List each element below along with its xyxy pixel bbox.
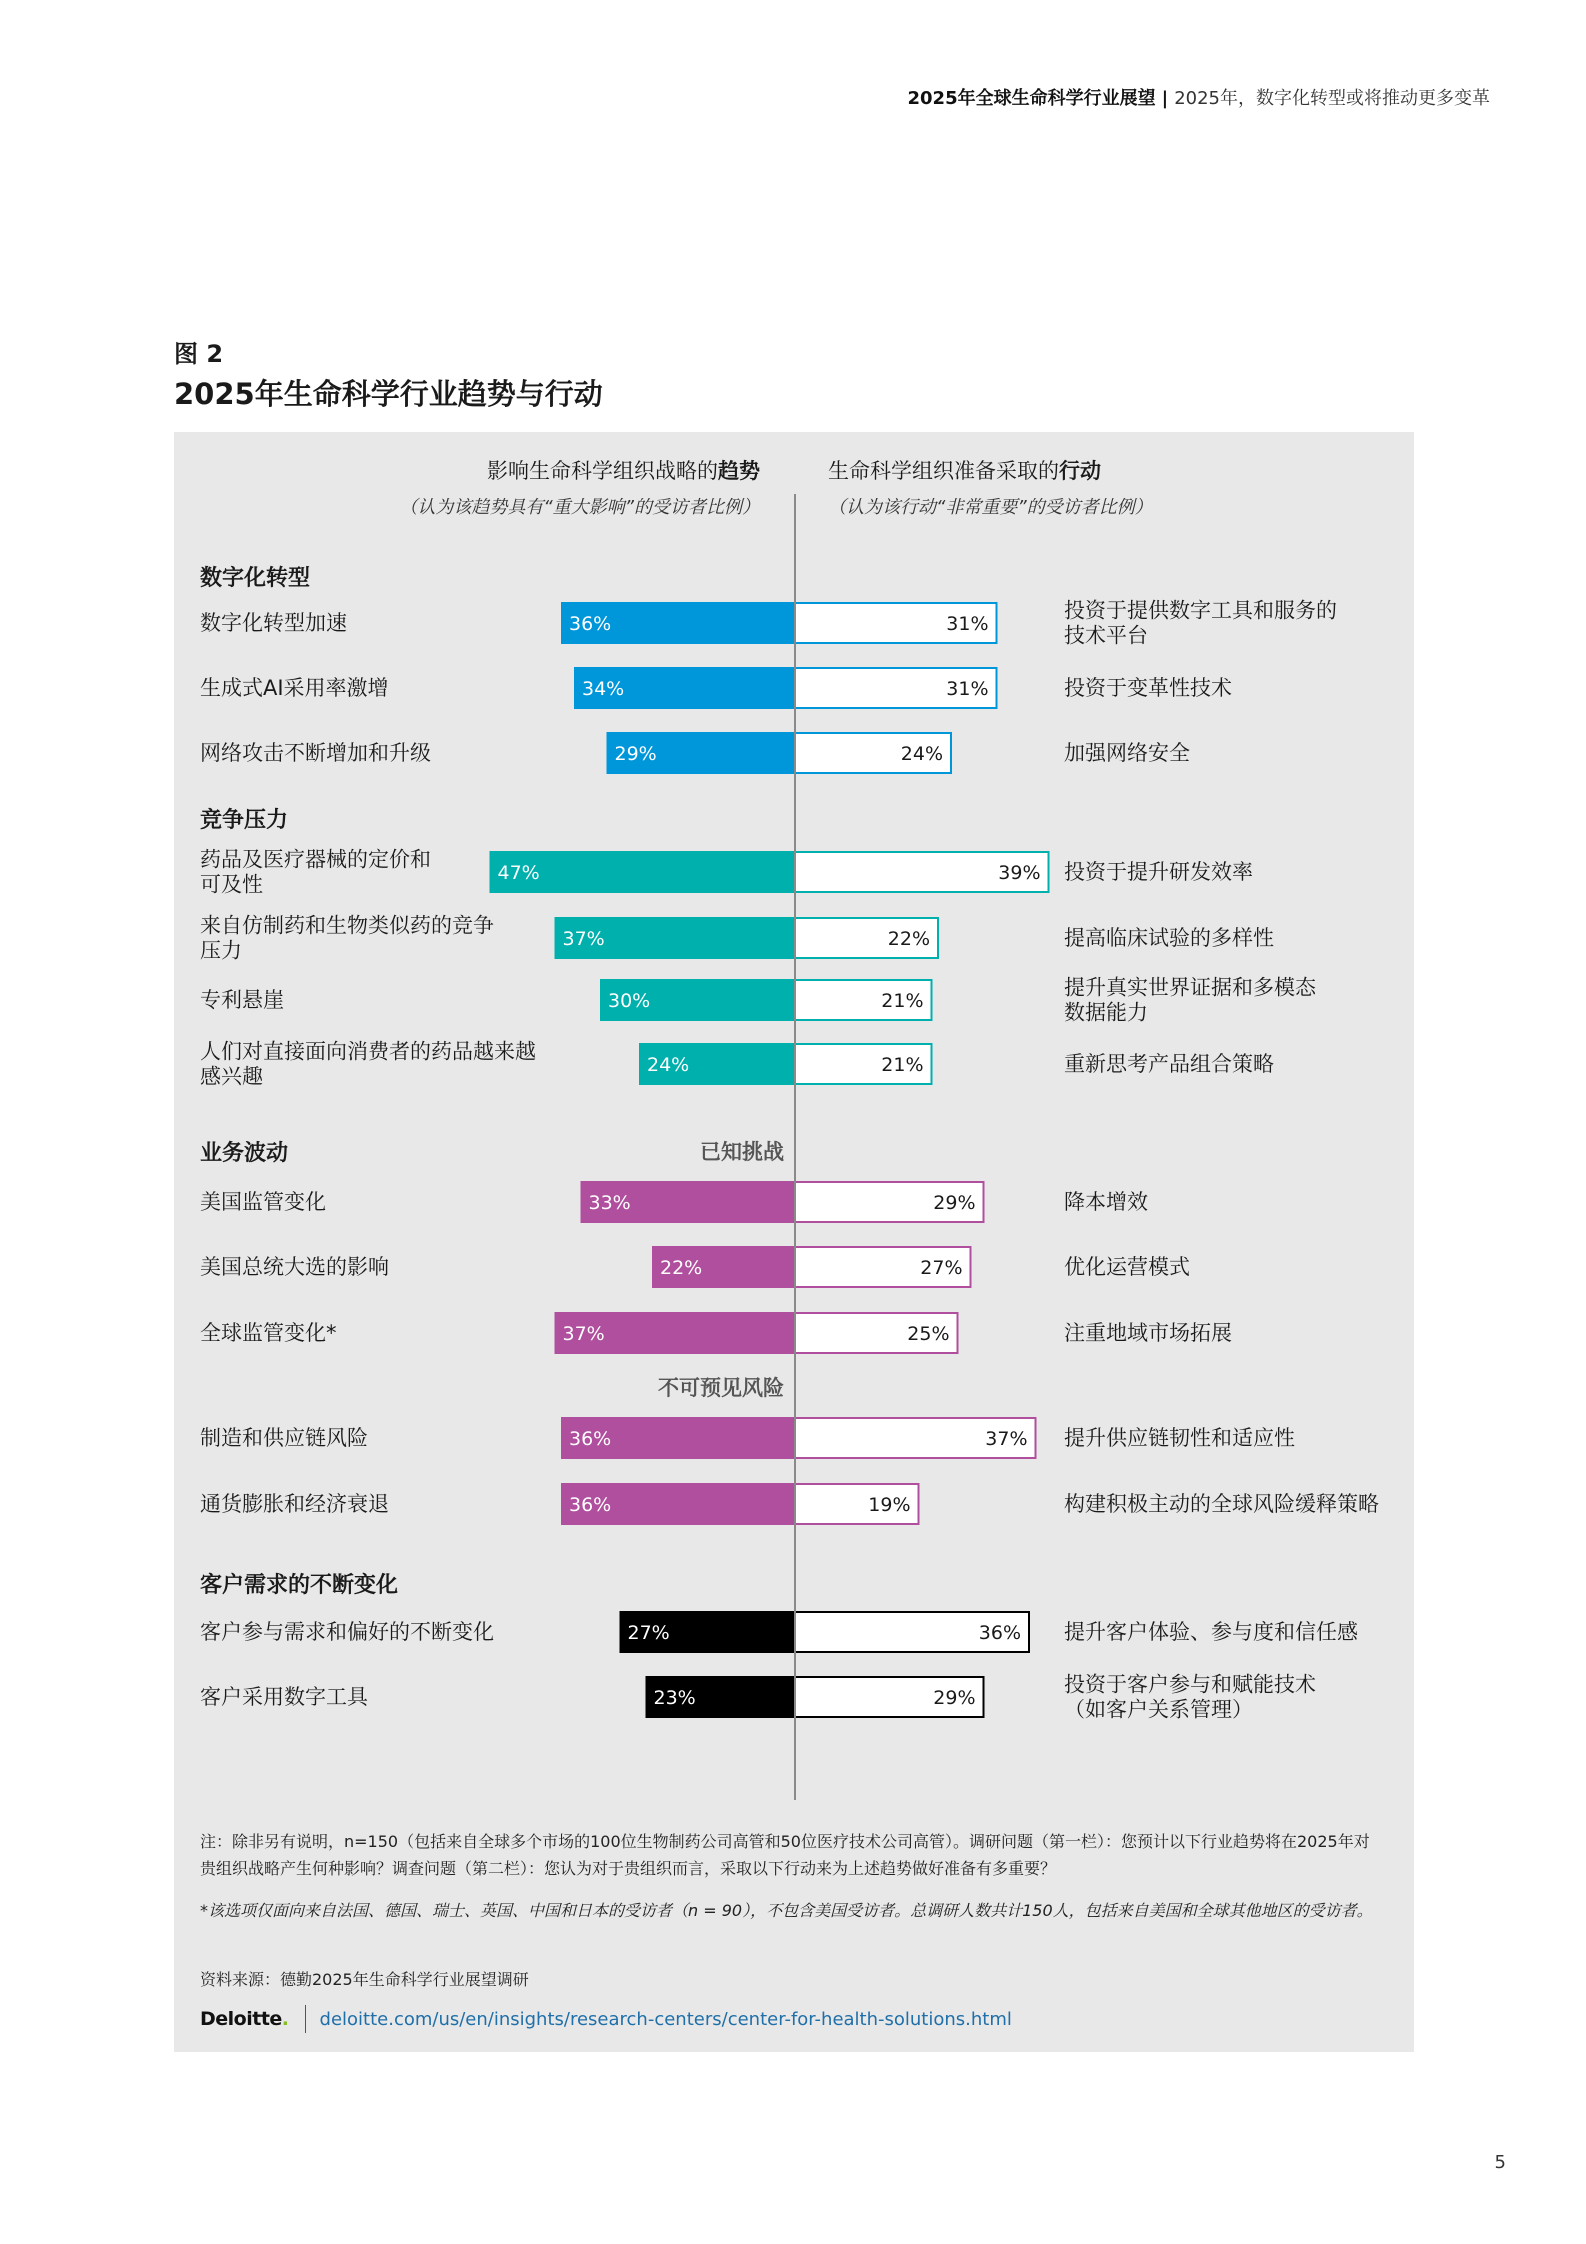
figure-label: 图 2 bbox=[174, 340, 224, 368]
action-bar-label: 24% bbox=[900, 743, 943, 765]
action-bar-label: 29% bbox=[933, 1687, 976, 1709]
action-bar-label: 36% bbox=[978, 1622, 1021, 1644]
trend-bar-label: 47% bbox=[497, 862, 540, 884]
panel-footer bbox=[200, 2004, 1012, 2034]
action-label: 投资于提供数字工具和服务的 bbox=[1064, 598, 1337, 623]
action-column-header: 生命科学组织准备采取的行动 bbox=[828, 459, 1101, 483]
group-heading: 竞争压力 bbox=[200, 808, 289, 833]
chart-panel bbox=[174, 432, 1414, 2052]
group-heading: 客户需求的不断变化 bbox=[200, 1573, 399, 1598]
action-label: 技术平台 bbox=[1064, 623, 1148, 648]
action-label: （如客户关系管理） bbox=[1064, 1697, 1253, 1722]
action-bar-label: 31% bbox=[946, 613, 989, 635]
trend-bar-label: 24% bbox=[647, 1054, 690, 1076]
trend-bar-label: 23% bbox=[653, 1687, 696, 1709]
trend-label: 人们对直接面向消费者的药品越来越 bbox=[200, 1039, 536, 1064]
action-bar-label: 21% bbox=[881, 1054, 924, 1076]
trend-label: 通货膨胀和经济衰退 bbox=[200, 1492, 389, 1516]
trend-label: 制造和供应链风险 bbox=[200, 1426, 368, 1450]
trend-column-subheader: （认为该趋势具有“重大影响”的受访者比例） bbox=[399, 497, 760, 518]
action-label: 加强网络安全 bbox=[1064, 741, 1190, 765]
action-label: 提升供应链韧性和适应性 bbox=[1064, 1426, 1295, 1450]
trend-bar-label: 34% bbox=[582, 678, 625, 700]
trend-label: 压力 bbox=[200, 938, 242, 963]
action-bar-label: 25% bbox=[907, 1323, 950, 1345]
action-label: 提升真实世界证据和多模态 bbox=[1064, 975, 1316, 1000]
action-label: 优化运营模式 bbox=[1064, 1255, 1190, 1279]
report-subtitle: 2025年，数字化转型或将推动更多变革 bbox=[1174, 88, 1490, 109]
trend-bar-label: 27% bbox=[627, 1622, 670, 1644]
trend-label: 客户采用数字工具 bbox=[200, 1685, 368, 1709]
trend-bar-label: 30% bbox=[608, 990, 651, 1012]
group-heading: 业务波动 bbox=[200, 1141, 289, 1166]
trend-bar-label: 36% bbox=[569, 1428, 612, 1450]
action-column-subheader: （认为该行动“非常重要”的受访者比例） bbox=[828, 497, 1153, 518]
page-number: 5 bbox=[1494, 2152, 1506, 2173]
trend-bar-label: 29% bbox=[614, 743, 657, 765]
trend-column-header: 影响生命科学组织战略的趋势 bbox=[487, 459, 760, 483]
survey-note: 注：除非另有说明，n=150（包括来自全球多个市场的100位生物制药公司高管和50位医疗技术公司高管）。调研问题（第一栏）：您预计以下行业趋势将在2025年对贵组织战略产生何种影响？调查问题（第二栏）：您认为对于贵组织而言，采取以下行动来为上述趋势做好准备有多重要？ bbox=[200, 1832, 1370, 1878]
diverging-bar-chart bbox=[174, 432, 1414, 1812]
trend-label: 美国监管变化 bbox=[200, 1190, 326, 1214]
action-bar-label: 31% bbox=[946, 678, 989, 700]
running-header bbox=[908, 84, 1491, 110]
source-link[interactable]: deloitte.com/us/en/insights/research-centers/center-for-health-solutions.html bbox=[319, 2008, 1012, 2030]
trend-label: 可及性 bbox=[200, 872, 263, 897]
trend-label: 专利悬崖 bbox=[200, 988, 284, 1012]
trend-label: 感兴趣 bbox=[200, 1064, 263, 1089]
action-label: 注重地域市场拓展 bbox=[1064, 1321, 1232, 1345]
trend-bar-label: 33% bbox=[588, 1192, 631, 1214]
deloitte-logo: Deloitte. bbox=[200, 2008, 289, 2030]
action-label: 构建积极主动的全球风险缓释策略 bbox=[1064, 1492, 1379, 1516]
action-bar-label: 19% bbox=[868, 1494, 911, 1516]
trend-label: 生成式AI采用率激增 bbox=[200, 676, 389, 700]
action-label: 提升客户体验、参与度和信任感 bbox=[1064, 1620, 1358, 1644]
trend-bar-label: 22% bbox=[660, 1257, 703, 1279]
action-bar-label: 27% bbox=[920, 1257, 963, 1279]
figure-title: 2025年生命科学行业趋势与行动 bbox=[174, 377, 603, 411]
trend-label: 数字化转型加速 bbox=[200, 611, 347, 635]
subgroup-heading: 不可预见风险 bbox=[658, 1376, 784, 1400]
trend-label: 来自仿制药和生物类似药的竞争 bbox=[200, 913, 494, 938]
trend-bar-label: 37% bbox=[562, 928, 605, 950]
action-label: 投资于变革性技术 bbox=[1064, 676, 1232, 700]
action-label: 投资于提升研发效率 bbox=[1064, 860, 1253, 884]
trend-bar-label: 36% bbox=[569, 613, 612, 635]
trend-label: 客户参与需求和偏好的不断变化 bbox=[200, 1620, 494, 1644]
action-bar-label: 37% bbox=[985, 1428, 1028, 1450]
footer-divider bbox=[305, 2005, 306, 2033]
subgroup-heading: 已知挑战 bbox=[700, 1140, 784, 1164]
trend-label: 美国总统大选的影响 bbox=[200, 1255, 389, 1279]
footnote-asterisk: *该选项仅面向来自法国、德国、瑞士、英国、中国和日本的受访者（n = 90），不包含美国受访者。总调研人数共计150人，包括来自美国和全球其他地区的受访者。 bbox=[200, 1901, 1373, 1920]
action-label: 降本增效 bbox=[1064, 1190, 1148, 1214]
action-bar-label: 22% bbox=[887, 928, 930, 950]
action-bar-label: 29% bbox=[933, 1192, 976, 1214]
trend-label: 全球监管变化* bbox=[200, 1321, 337, 1345]
trend-bar-label: 37% bbox=[562, 1323, 605, 1345]
action-bar-label: 39% bbox=[998, 862, 1041, 884]
action-label: 投资于客户参与和赋能技术 bbox=[1064, 1672, 1316, 1697]
report-title: 2025年全球生命科学行业展望 bbox=[907, 88, 1156, 109]
source-note: 资料来源：德勤2025年生命科学行业展望调研 bbox=[200, 1970, 529, 1989]
trend-bar-label: 36% bbox=[569, 1494, 612, 1516]
group-heading: 数字化转型 bbox=[200, 566, 311, 591]
action-bar-label: 21% bbox=[881, 990, 924, 1012]
action-label: 提高临床试验的多样性 bbox=[1064, 926, 1274, 950]
header-separator: | bbox=[1161, 88, 1169, 109]
trend-label: 网络攻击不断增加和升级 bbox=[200, 741, 431, 765]
trend-label: 药品及医疗器械的定价和 bbox=[200, 847, 431, 872]
action-label: 数据能力 bbox=[1064, 1000, 1148, 1025]
action-label: 重新思考产品组合策略 bbox=[1064, 1052, 1274, 1076]
